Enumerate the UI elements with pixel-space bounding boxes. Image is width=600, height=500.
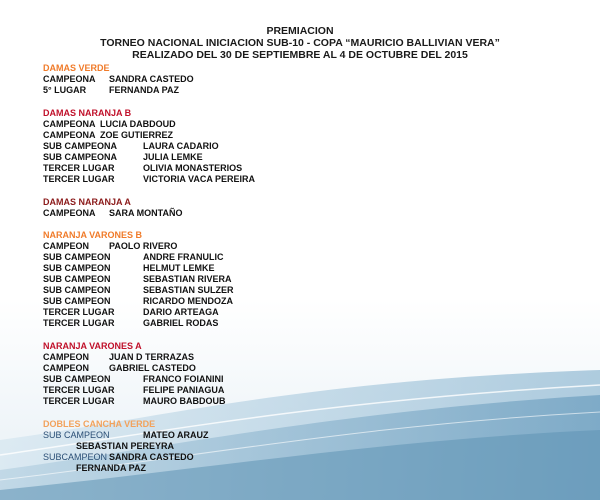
section-damas-naranja-a: [43, 197, 183, 219]
award-row: [43, 318, 219, 329]
winner-name: JULIA LEMKE: [143, 152, 203, 162]
award-row: [43, 352, 195, 363]
winner-name: VICTORIA VACA PEREIRA: [143, 174, 256, 184]
winner-name: FERNANDA PAZ: [109, 85, 179, 95]
award-label: CAMPEON: [43, 352, 90, 362]
award-row: [43, 307, 219, 318]
winner-name: FELIPE PANIAGUA: [143, 385, 225, 395]
winner-name: SANDRA CASTEDO: [109, 452, 194, 462]
award-label: CAMPEONA: [43, 130, 96, 140]
award-label: CAMPEONA: [43, 74, 96, 84]
award-row: [43, 385, 225, 396]
award-label: SUB CAMPEONA: [43, 152, 118, 162]
award-label: SUB CAMPEONA: [43, 141, 118, 151]
award-row: [43, 252, 224, 263]
winner-name: SANDRA CASTEDO: [109, 74, 194, 84]
category-title: DAMAS NARANJA B: [43, 108, 132, 118]
title-fechas: REALIZADO DEL 30 DE SEPTIEMBRE AL 4 DE OCTUBRE DEL 2015: [132, 49, 468, 61]
winner-name: LAURA CADARIO: [143, 141, 219, 151]
award-label: SUB CAMPEON: [43, 274, 111, 284]
award-label: SUB CAMPEON: [43, 263, 111, 273]
winner-name: HELMUT LEMKE: [143, 263, 215, 273]
award-row: [43, 285, 234, 296]
winner-name: SEBASTIAN SULZER: [143, 285, 234, 295]
section-dobles-cancha-verde: [43, 419, 209, 474]
winner-name: MAURO BABDOUB: [143, 396, 226, 406]
award-label: TERCER LUGAR: [43, 163, 115, 173]
category-title: NARANJA VARONES B: [43, 230, 143, 240]
award-label: CAMPEON: [43, 241, 90, 251]
award-row: [43, 119, 176, 130]
award-row: [43, 296, 233, 307]
title-premiacion: PREMIACION: [266, 25, 334, 37]
award-label: SUB CAMPEON: [43, 374, 111, 384]
award-label: SUB CAMPEON: [43, 285, 111, 295]
award-row: [43, 274, 232, 285]
award-label: TERCER LUGAR: [43, 318, 115, 328]
winner-name: OLIVIA MONASTERIOS: [143, 163, 243, 173]
title-torneo: TORNEO NACIONAL INICIACION SUB-10 - COPA “MAURICIO BALLIVIAN VERA”: [100, 37, 500, 49]
award-label: SUB CAMPEON: [43, 430, 110, 440]
award-label: TERCER LUGAR: [43, 307, 115, 317]
award-label: TERCER LUGAR: [43, 385, 115, 395]
winner-name: SEBASTIAN RIVERA: [143, 274, 232, 284]
category-title: NARANJA VARONES A: [43, 341, 142, 351]
award-row: [43, 396, 226, 407]
winner-name: GABRIEL CASTEDO: [109, 363, 196, 373]
winner-name: JUAN D TERRAZAS: [109, 352, 195, 362]
award-row: [43, 452, 194, 463]
winner-name: LUCIA DABDOUD: [100, 119, 176, 129]
award-label: SUBCAMPEON: [43, 452, 108, 462]
award-row: [43, 163, 243, 174]
winner-name: ZOE GUTIERREZ: [100, 130, 174, 140]
award-row: [43, 130, 174, 141]
section-damas-verde: [43, 63, 194, 96]
award-label: CAMPEONA: [43, 119, 96, 129]
award-row: [43, 152, 203, 163]
award-label: 5° LUGAR: [43, 85, 87, 95]
award-label: CAMPEONA: [43, 208, 96, 218]
winner-name: GABRIEL RODAS: [143, 318, 219, 328]
category-title: DOBLES CANCHA VERDE: [43, 419, 156, 429]
award-row: [43, 141, 219, 152]
award-label: CAMPEON: [43, 363, 90, 373]
award-label: TERCER LUGAR: [43, 396, 115, 406]
award-row: [43, 174, 256, 185]
award-row: [43, 74, 194, 85]
partner-name: SEBASTIAN PEREYRA: [76, 441, 175, 451]
category-title: DAMAS NARANJA A: [43, 197, 131, 207]
award-row: [43, 241, 178, 252]
section-naranja-varones-b: [43, 230, 234, 329]
award-label: SUB CAMPEON: [43, 296, 111, 306]
award-row: [43, 430, 209, 441]
award-row: [43, 374, 224, 385]
winner-name: RICARDO MENDOZA: [143, 296, 233, 306]
section-naranja-varones-a: [43, 341, 226, 407]
award-label: TERCER LUGAR: [43, 174, 115, 184]
winner-name: DARIO ARTEAGA: [143, 307, 219, 317]
award-label: SUB CAMPEON: [43, 252, 111, 262]
category-title: DAMAS VERDE: [43, 63, 110, 73]
partner-name: FERNANDA PAZ: [76, 463, 146, 473]
winner-name: MATEO ARAUZ: [143, 430, 209, 440]
award-row: [43, 363, 196, 374]
section-damas-naranja-b: [43, 108, 256, 185]
winner-name: ANDRE FRANULIC: [143, 252, 224, 262]
award-row: [43, 208, 183, 219]
award-row: [43, 85, 179, 96]
winner-name: PAOLO RIVERO: [109, 241, 178, 251]
winner-name: SARA MONTAÑO: [109, 208, 183, 218]
winner-name: FRANCO FOIANINI: [143, 374, 224, 384]
award-row: [43, 263, 215, 274]
